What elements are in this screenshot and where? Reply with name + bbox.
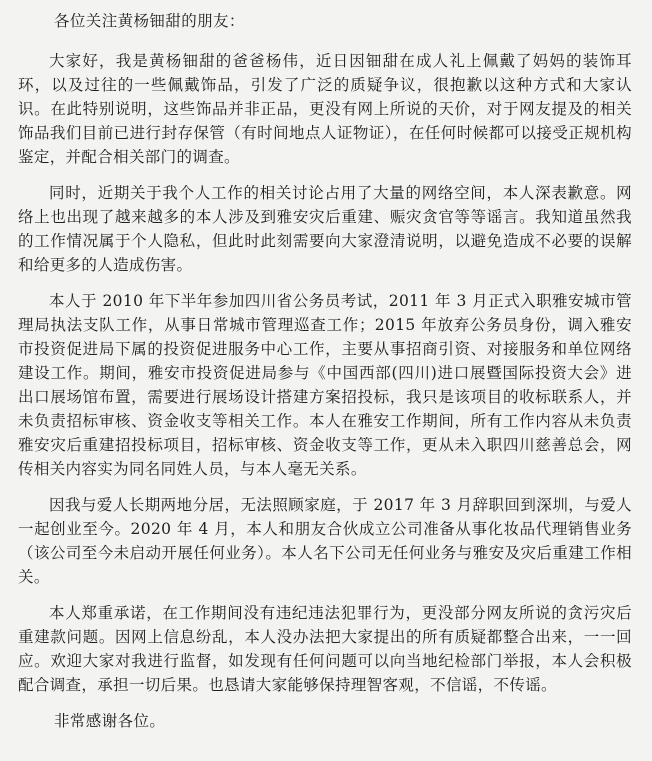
letter-paragraph: 大家好，我是黄杨钿甜的爸爸杨伟，近日因钿甜在成人礼上佩戴了妈妈的装饰耳环，以及过往的一些佩戴饰品，引发了广泛的质疑争议，很抱歉以这种方式和大家认识。在此特别说明，这些饰品并非正品，更没有网上所说的天价，对于网友提及的相关饰品我们目前已进行封存保管（有时间地点人证物证），在任何时候都可以接受正规机构鉴定，并配合相关部门的调查。 [18,52,632,166]
letter-closing: 非常感谢各位。 [54,712,166,730]
letter-paragraph: 本人于 2010 年下半年参加四川省公务员考试，2011 年 3 月正式入职雅安城市管理局执法支队工作，从事日常城市管理巡查工作；2015 年放弃公务员身份，调入雅安市投资促进局下属的投资促进服务中心工作，主要从事招商引资、对接服务和单位网络建设工作。期间，雅安市投资促进局参与《中国西部(四川)进口展暨国际投资大会》进出口展场馆布置，需要进行展场设计搭建方案招投标，我只是该项目的收标联系人，并未负责招标审核、资金收支等相关工作。本人在雅安工作期间，所有工作内容从未负责雅安灾后重建招投标项目，招标审核、资金收支等工作，更从未入职四川慈善总会，网传相关内容实为同名同姓人员，与本人毫无关系。 [18,292,632,478]
letter-paragraph: 本人郑重承诺，在工作期间没有违纪违法犯罪行为，更没部分网友所说的贪污灾后重建款问题。因网上信息纷乱，本人没办法把大家提出的所有质疑都整合出来，一一回应。欢迎大家对我进行监督，如发现有任何问题可以向当地纪检部门举报，本人会积极配合调查，承担一切后果。也恳请大家能够保持理智客观，不信谣，不传谣。 [18,604,632,694]
letter-salutation: 各位关注黄杨钿甜的朋友： [54,12,245,30]
letter-paragraph: 同时，近期关于我个人工作的相关讨论占用了大量的网络空间，本人深表歉意。网络上也出现了越来越多的本人涉及到雅安灾后重建、赈灾贪官等等谣言。我知道虽然我的工作情况属于个人隐私，但此时此刻需要向大家澄清说明，以避免造成不必要的误解和给更多的人造成伤害。 [18,184,632,274]
letter-paragraph: 因我与爱人长期两地分居，无法照顾家庭，于 2017 年 3 月辞职回到深圳，与爱人一起创业至今。2020 年 4 月，本人和朋友合伙成立公司准备从事化妆品代理销售业务（该公司至今未启动开展任何业务）。本人名下公司无任何业务与雅安及灾后重建工作相关。 [18,496,632,586]
